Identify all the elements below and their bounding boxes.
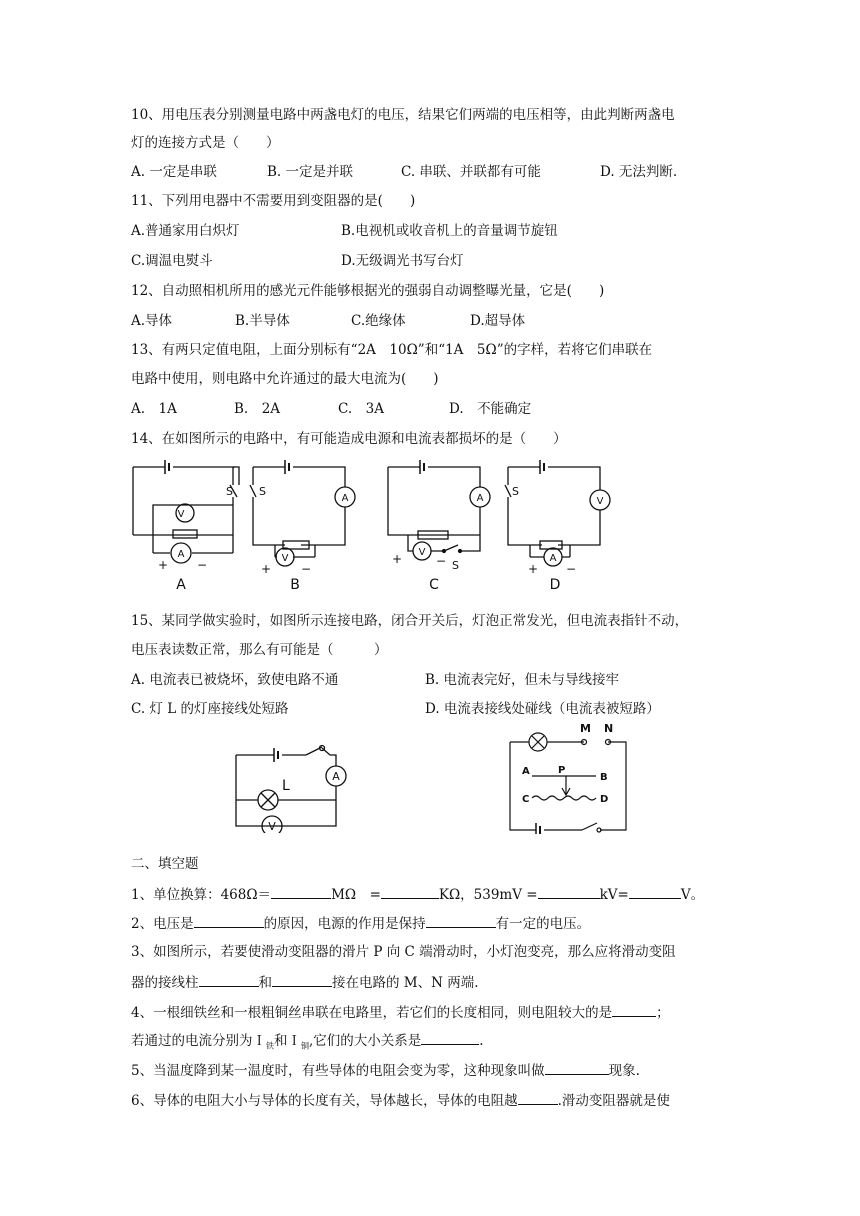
fill-q5-text: 现象. (608, 1063, 640, 1079)
circuit-c (388, 460, 490, 593)
q12-stem: 12、自动照相机所用的感光元件能够根据光的强弱自动调整曝光量，它是( ) (131, 283, 605, 299)
terminal-m-label: M (580, 722, 591, 735)
q15-stem-line1: 15、某同学做实验时，如图所示连接电路，闭合开关后，灯泡正常发光，但电流表指针不动， (131, 613, 689, 629)
fill-q2 (131, 915, 590, 932)
lamp-label: L (282, 778, 290, 794)
fill-q4-text: . (479, 1033, 484, 1049)
answer-blank[interactable] (629, 886, 681, 899)
fill-q4-text: 若通过的电流分别为Ｉ (131, 1033, 266, 1049)
plus-sign: + (392, 552, 403, 566)
q15-option-a: A. 电流表已被烧坏，致使电路不通 (131, 672, 339, 688)
answer-blank[interactable] (272, 974, 332, 987)
q13-option-d: D. 不能确定 (449, 401, 532, 417)
fill-q4-line2 (131, 1032, 484, 1055)
answer-blank[interactable] (381, 886, 439, 899)
q15-stem-line2: 电压表读数正常，那么有可能是（ ） (131, 642, 388, 658)
answer-blank[interactable] (518, 1092, 558, 1105)
fill-q3-line2 (131, 974, 479, 991)
q10-stem-line2: 灯的连接方式是（ ） (131, 135, 280, 151)
circuit-label-d: D (549, 577, 561, 593)
q11-option-b: B.电视机或收音机上的音量调节旋钮 (341, 223, 558, 239)
q11-option-c: C.调温电熨斗 (131, 253, 213, 269)
answer-blank[interactable] (426, 915, 496, 928)
subscript-iron: 铁 (266, 1041, 274, 1051)
ammeter-label: A (332, 770, 340, 783)
answer-blank[interactable] (612, 1004, 656, 1017)
minus-sign: − (566, 562, 577, 576)
ammeter-label: A (341, 493, 349, 504)
q13-stem-line1: 13、有两只定值电阻，上面分别标有“2A 10Ω”和“1A 5Ω”的字样，若将它们串联在 (131, 342, 653, 358)
fill-q2-text: 的原因，电源的作用是保持 (263, 916, 426, 932)
q14-stem: 14、在如图所示的电路中，有可能造成电源和电流表都损坏的是（ ） (131, 431, 567, 447)
fill-q2-text: 有一定的电压。 (495, 916, 591, 932)
q13-option-a: A. 1A (131, 401, 177, 417)
switch-label: S (226, 485, 233, 498)
minus-sign: − (301, 562, 312, 576)
fill-q6 (131, 1092, 670, 1109)
answer-blank[interactable] (194, 915, 264, 928)
terminal-d-label: D (600, 794, 609, 805)
terminal-a-label: A (522, 766, 530, 777)
q10-option-c: C. 串联、并联都有可能 (401, 164, 541, 180)
rheostat-circuit-diagram (504, 718, 634, 834)
q12-option-c: C.绝缘体 (351, 313, 406, 329)
switch-label: S (512, 485, 519, 498)
q12-option-a: A.导体 (131, 313, 173, 329)
answer-blank[interactable] (421, 1032, 479, 1045)
q11-option-d: D.无级调光书写台灯 (341, 253, 464, 269)
switch-label: S (452, 559, 459, 572)
fill-q3-line1: 3、如图所示，若要使滑动变阻器的滑片 P 向 C 端滑动时，小灯泡变亮，那么应将滑动变阻 (131, 944, 676, 960)
fill-q6-text: .滑动变阻器就是使 (557, 1093, 670, 1109)
q10-option-b: B. 一定是并联 (267, 164, 354, 180)
fill-q3-text: 接在电路的 M、N 两端. (332, 975, 479, 991)
q10-stem-line1: 10、用电压表分别测量电路中两盏电灯的电压，结果它们两端的电压相等，由此判断两盏电 (131, 107, 675, 123)
q15-circuit-diagram (226, 738, 356, 833)
fill-q1-text: 1、单位换算：468Ω＝ (131, 887, 272, 903)
fill-q5 (131, 1062, 640, 1079)
voltmeter-label: V (281, 553, 289, 564)
fill-q3-text: 器的接线柱 (131, 975, 199, 991)
voltmeter-label: V (177, 509, 185, 520)
voltmeter-label: V (596, 496, 604, 507)
q11-option-a: A.普通家用白炽灯 (131, 223, 240, 239)
circuit-label-c: C (429, 577, 439, 593)
ammeter-label: A (476, 493, 484, 504)
fill-q6-text: 6、导体的电阻大小与导体的长度有关，导体越长，导体的电阻越 (131, 1093, 518, 1109)
fill-q5-text: 5、当温度降到某一温度时，有些导体的电阻会变为零，这种现象叫做 (131, 1063, 545, 1079)
plus-sign: + (261, 562, 272, 576)
q12-option-d: D.超导体 (470, 313, 526, 329)
ammeter-label: A (549, 553, 557, 564)
fill-q4-text: 4、一根细铁丝和一根粗铜丝串联在电路里，若它们的长度相同，则电阻较大的是 (131, 1005, 613, 1021)
section2-title: 二、填空题 (131, 856, 199, 872)
voltmeter-label: V (418, 547, 426, 558)
answer-blank[interactable] (271, 886, 331, 899)
q15-option-d: D. 电流表接线处碰线（电流表被短路） (425, 701, 660, 717)
slider-p-label: P (558, 765, 566, 776)
q15-option-c: C. 灯 L 的灯座接线处短路 (131, 701, 289, 717)
plus-sign: + (528, 562, 539, 576)
circuit-b (250, 460, 355, 593)
q15-option-b: B. 电流表完好，但未与导线接牢 (425, 672, 620, 688)
answer-blank[interactable] (545, 1062, 609, 1075)
fill-q4-text: ； (656, 1005, 670, 1021)
fill-q1-text: kV= (599, 887, 629, 903)
fill-q4-text: ,它们的大小关系是 (309, 1033, 422, 1049)
fill-q1-text: V。 (680, 887, 705, 903)
fill-q2-text: 2、电压是 (131, 916, 194, 932)
terminal-b-label: B (600, 772, 608, 783)
circuit-label-a: A (176, 577, 186, 593)
q12-option-b: B.半导体 (235, 313, 290, 329)
fill-q4-text: 和Ｉ (274, 1033, 301, 1049)
q11-stem: 11、下列用电器中不需要用到变阻器的是( ) (131, 193, 416, 209)
minus-sign: − (436, 554, 447, 568)
subscript-copper: 铜 (301, 1041, 309, 1051)
terminal-n-label: N (604, 722, 614, 735)
q10-option-a: A. 一定是串联 (131, 164, 217, 180)
answer-blank[interactable] (538, 886, 600, 899)
q10-option-d: D. 无法判断. (600, 164, 678, 180)
voltmeter-label: V (268, 820, 276, 833)
q14-circuit-diagrams (125, 455, 625, 600)
answer-blank[interactable] (199, 974, 259, 987)
ammeter-label: A (177, 549, 185, 560)
q13-option-b: B. 2A (234, 401, 281, 417)
fill-q4-line1 (131, 1004, 670, 1021)
circuit-d (505, 460, 610, 593)
fill-q1-text: KΩ，539mV = (438, 887, 538, 903)
q13-option-c: C. 3A (338, 401, 384, 417)
plus-sign: + (158, 558, 169, 572)
minus-sign: − (197, 558, 208, 572)
circuit-a (133, 460, 239, 593)
q13-stem-line2: 电路中使用，则电路中允许通过的最大电流为( ) (131, 371, 439, 387)
switch-label: S (259, 485, 266, 498)
fill-q1 (131, 886, 704, 903)
fill-q3-text: 和 (258, 975, 272, 991)
circuit-label-b: B (290, 577, 300, 593)
terminal-c-label: C (522, 794, 530, 805)
fill-q1-text: MΩ = (331, 887, 381, 903)
